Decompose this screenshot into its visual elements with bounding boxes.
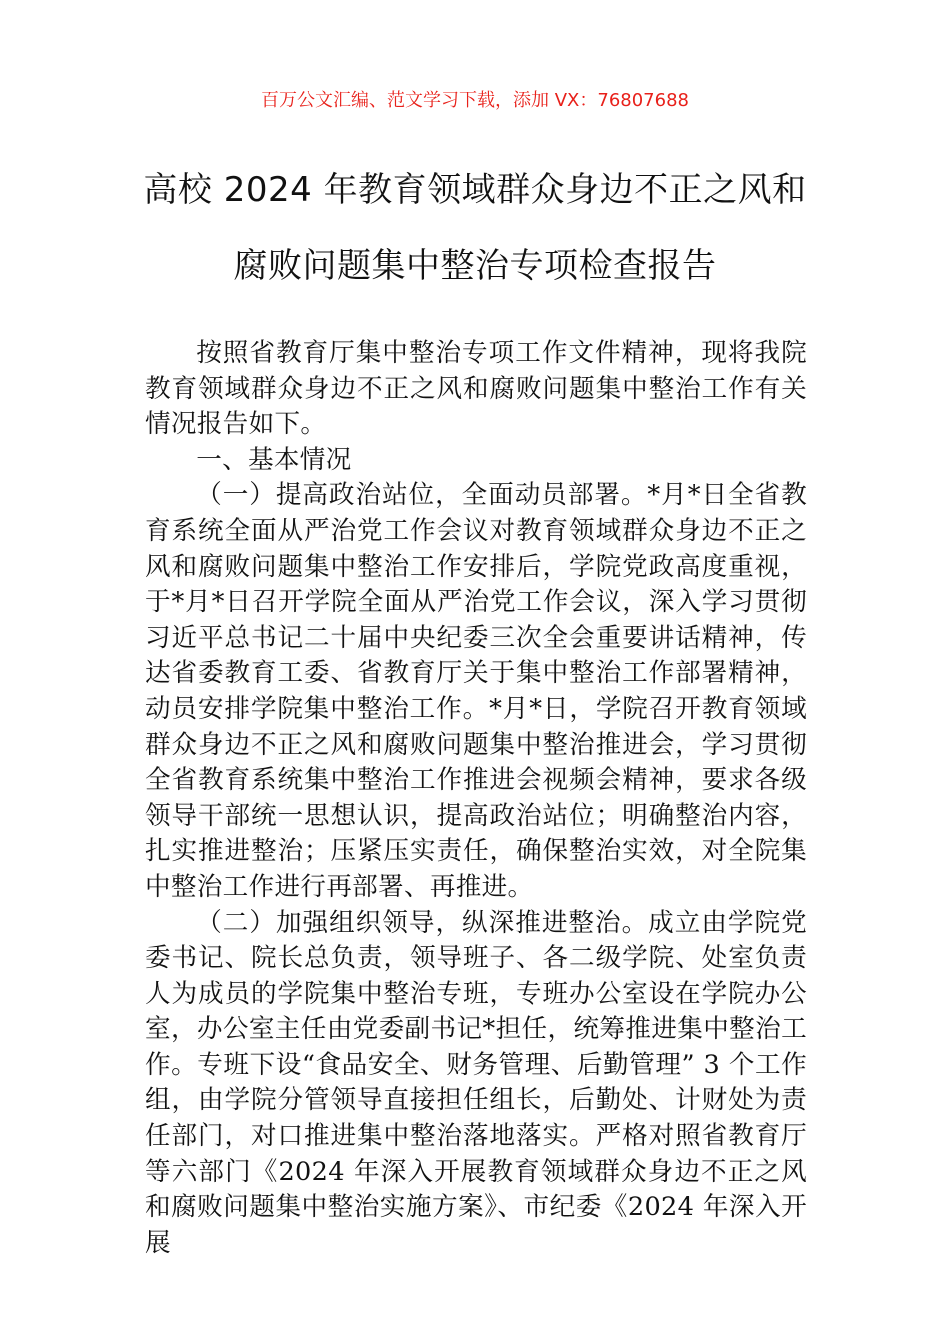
document-body bbox=[145, 336, 807, 1261]
title-line-1: 高校 2024 年教育领域群众身边不正之风和 bbox=[143, 170, 807, 210]
section-heading-basic-situation: 一、基本情况 bbox=[196, 444, 352, 475]
header-watermark-note: 百万公文汇编、范文学习下载，添加 VX：76807688 bbox=[261, 90, 689, 111]
paragraph-section-1: （一）提高政治站位，全面动员部署。*月*日全省教育系统全面从严治党工作会议对教育领域群众身边不正之风和腐败问题集中整治工作安排后，学院党政高度重视，于*月*日召开学院全面从严治党工作会议，深入学习贯彻习近平总书记二十届中央纪委三次全会重要讲话精神，传达省委教育工委、省教育厅关于集中整治工作部署精神，动员安排学院集中整治工作。*月*日，学院召开教育领域群众身边不正之风和腐败问题集中整治推进会，学习贯彻全省教育系统集中整治工作推进会视频会精神，要求各级领导干部统一思想认识，提高政治站位；明确整治内容，扎实推进整治；压紧压实责任，确保整治实效，对全院集中整治工作进行再部署、再推进。 bbox=[145, 480, 807, 902]
document-title bbox=[100, 152, 850, 304]
paragraph-intro: 按照省教育厅集中整治专项工作文件精神，现将我院教育领域群众身边不正之风和腐败问题集中整治工作有关情况报告如下。 bbox=[145, 338, 807, 440]
title-line-2: 腐败问题集中整治专项检查报告 bbox=[233, 246, 717, 286]
paragraph-section-2: （二）加强组织领导，纵深推进整治。成立由学院党委书记、院长总负责，领导班子、各二级学院、处室负责人为成员的学院集中整治专班，专班办公室设在学院办公室，办公室主任由党委副书记*担任，统筹推进集中整治工作。专班下设“食品安全、财务管理、后勤管理” 3 个工作组，由学院分管领导直接担任组长，后勤处、计财处为责任部门，对口推进集中整治落地落实。严格对照省教育厅等六部门《2024 年深入开展教育领域群众身边不正之风和腐败问题集中整治实施方案》、市纪委《2024 年深入开展 bbox=[145, 907, 807, 1258]
